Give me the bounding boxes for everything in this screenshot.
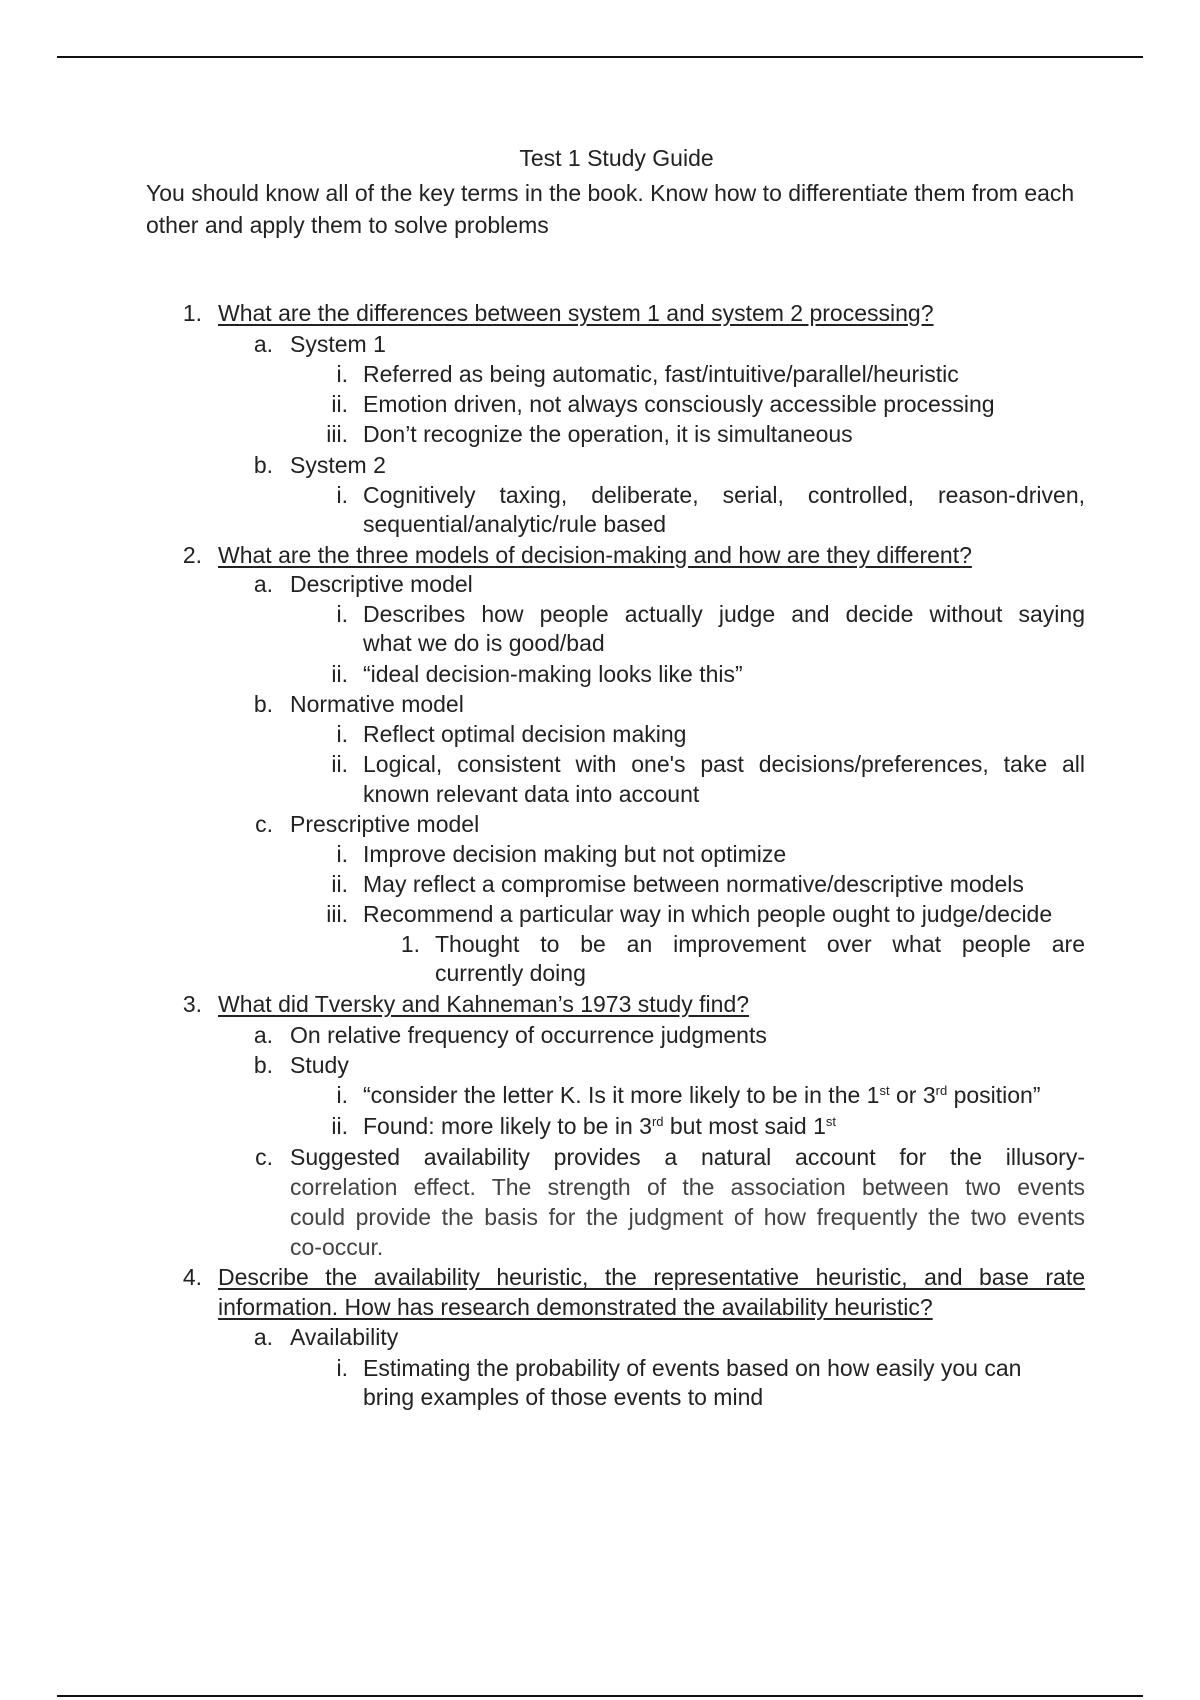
list-item-text: Recommend a particular way in which people ought to judge/decide bbox=[363, 901, 1053, 927]
list-marker: i. bbox=[336, 1355, 348, 1381]
list-marker: ii. bbox=[331, 661, 348, 687]
list-item-continuation: known relevant data into account bbox=[363, 781, 700, 807]
list-item-text: Improve decision making but not optimize bbox=[363, 841, 787, 867]
list-item-text bbox=[363, 1080, 1041, 1110]
list-item-text: Emotion driven, not always consciously accessible processing bbox=[363, 391, 995, 417]
list-item-text: Normative model bbox=[290, 691, 464, 717]
list-marker: 1. bbox=[182, 300, 202, 326]
list-marker: iii. bbox=[326, 421, 348, 447]
list-marker: i. bbox=[336, 1082, 348, 1108]
list-item-continuation: bring examples of those events to mind bbox=[363, 1384, 764, 1410]
list-marker: i. bbox=[336, 841, 348, 867]
list-item-text: On relative frequency of occurrence judgments bbox=[290, 1022, 767, 1048]
list-marker: ii. bbox=[331, 871, 348, 897]
question-text: What are the differences between system 1 and system 2 processing? bbox=[218, 300, 934, 326]
ordinal-suffix: rd bbox=[935, 1083, 948, 1098]
list-marker: i. bbox=[336, 601, 348, 627]
intro-paragraph: You should know all of the key terms in the book. Know how to differentiate them from each other and apply them to solve problems bbox=[146, 180, 1075, 238]
list-item-text bbox=[363, 1111, 836, 1141]
list-item-text: May reflect a compromise between normative/descriptive models bbox=[363, 871, 1024, 897]
list-item-continuation: what we do is good/bad bbox=[363, 630, 605, 656]
list-item-continuation: sequential/analytic/rule based bbox=[363, 511, 667, 537]
list-item-text: Availability bbox=[290, 1324, 399, 1350]
list-item-text: Cognitively taxing, deliberate, serial, controlled, reason-driven, bbox=[363, 482, 1085, 508]
top-rule bbox=[57, 56, 1143, 58]
continuation-text: correlation effect. The strength of the association between two events bbox=[290, 1174, 1085, 1200]
question-text: Describe the availability heuristic, the representative heuristic, and base rate bbox=[218, 1264, 1085, 1290]
list-marker: a. bbox=[253, 1324, 273, 1350]
list-item-text: Prescriptive model bbox=[290, 811, 480, 837]
ordinal-suffix: rd bbox=[651, 1114, 664, 1129]
list-marker: c. bbox=[255, 811, 273, 837]
list-marker: 4. bbox=[182, 1264, 202, 1290]
list-item-continuation: currently doing bbox=[435, 960, 586, 986]
list-marker: iii. bbox=[326, 901, 348, 927]
list-marker: b. bbox=[253, 691, 273, 717]
page-title: Test 1 Study Guide bbox=[519, 145, 714, 171]
list-marker: ii. bbox=[331, 1113, 348, 1139]
question-text: What are the three models of decision-making and how are they different? bbox=[218, 542, 972, 568]
list-item-text: Reflect optimal decision making bbox=[363, 721, 687, 747]
list-marker: ii. bbox=[331, 751, 348, 777]
list-item-continuation bbox=[290, 1202, 1085, 1232]
list-item-text: Logical, consistent with one's past decisions/preferences, take all bbox=[363, 751, 1085, 777]
list-item-text: Don’t recognize the operation, it is simultaneous bbox=[363, 421, 853, 447]
list-marker: b. bbox=[253, 1052, 273, 1078]
continuation-text: could provide the basis for the judgment of how frequently the two events bbox=[290, 1204, 1085, 1230]
text-run: Found: more likely to be in 3 bbox=[363, 1113, 652, 1139]
list-marker: b. bbox=[253, 452, 273, 478]
list-item-text: Study bbox=[290, 1052, 349, 1078]
list-item-text: Suggested availability provides a natural account for the illusory- bbox=[290, 1144, 1085, 1170]
list-item-continuation bbox=[290, 1172, 1085, 1202]
list-item-text: Thought to be an improvement over what people are bbox=[435, 931, 1085, 957]
ordinal-suffix: st bbox=[879, 1083, 890, 1098]
list-item-text: Estimating the probability of events based on how easily you can bbox=[363, 1355, 1022, 1381]
text-run: or 3 bbox=[889, 1082, 936, 1108]
list-item-text: System 2 bbox=[290, 452, 386, 478]
list-marker: i. bbox=[336, 721, 348, 747]
bottom-rule bbox=[57, 1695, 1143, 1697]
list-marker: ii. bbox=[331, 391, 348, 417]
list-marker: a. bbox=[253, 331, 273, 357]
text-run: but most said 1 bbox=[663, 1113, 826, 1139]
list-marker: a. bbox=[253, 1022, 273, 1048]
question-text: What did Tversky and Kahneman’s 1973 study find? bbox=[218, 991, 750, 1017]
list-marker: c. bbox=[255, 1144, 273, 1170]
list-marker: i. bbox=[336, 482, 348, 508]
list-marker: 1. bbox=[400, 931, 420, 957]
list-marker: a. bbox=[253, 571, 273, 597]
list-marker: i. bbox=[336, 361, 348, 387]
text-run: position” bbox=[947, 1082, 1041, 1108]
list-item-text: “ideal decision-making looks like this” bbox=[363, 661, 743, 687]
list-item-text: Referred as being automatic, fast/intuitive/parallel/heuristic bbox=[363, 361, 959, 387]
question-text-continuation: information. How has research demonstrated the availability heuristic? bbox=[218, 1294, 933, 1320]
list-item-text: Describes how people actually judge and decide without saying bbox=[363, 601, 1085, 627]
list-marker: 3. bbox=[182, 991, 202, 1017]
list-item-text: System 1 bbox=[290, 331, 386, 357]
text-run: “consider the letter K. Is it more likely to be in the 1 bbox=[363, 1082, 880, 1108]
list-item-text: Descriptive model bbox=[290, 571, 473, 597]
ordinal-suffix: st bbox=[825, 1114, 836, 1129]
list-marker: 2. bbox=[182, 542, 202, 568]
list-item-continuation: co-occur. bbox=[290, 1234, 384, 1260]
